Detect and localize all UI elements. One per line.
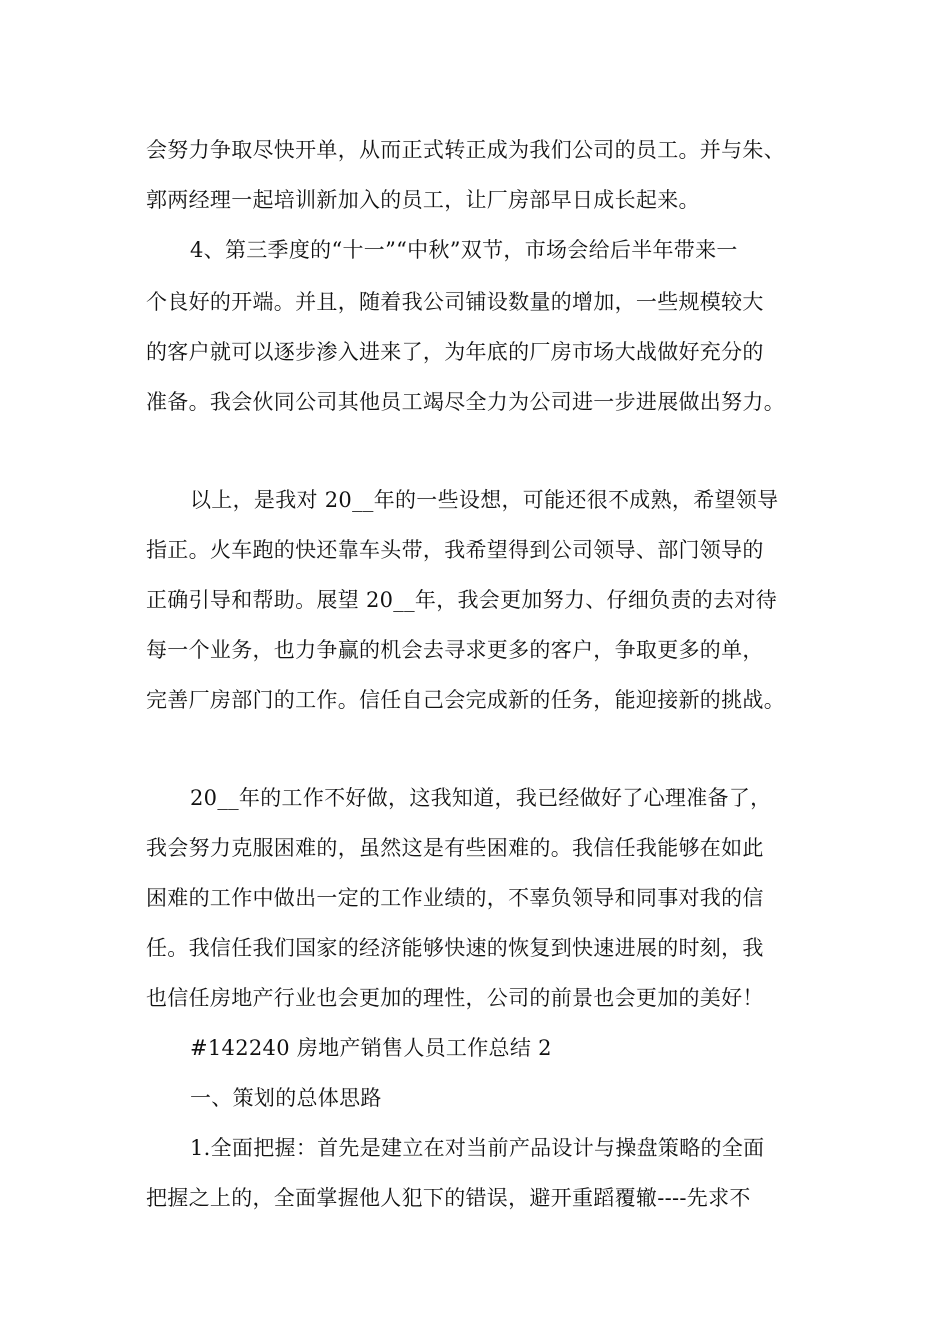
text-line: 把握之上的，全面掌握他人犯下的错误，避开重蹈覆辙----先求不 — [146, 1186, 751, 1210]
text-line: 准备。我会伙同公司其他员工竭尽全力为公司进一步进展做出努力。 — [146, 390, 785, 414]
text-line: 指正。火车跑的快还靠车头带，我希望得到公司领导、部门领导的 — [146, 538, 764, 562]
text-line: 1.全面把握：首先是建立在对当前产品设计与操盘策略的全面 — [190, 1136, 765, 1160]
text-line: 我会努力克服困难的，虽然这是有些困难的。我信任我能够在如此 — [146, 836, 764, 860]
text-line: 会努力争取尽快开单，从而正式转正成为我们公司的员工。并与朱、 — [146, 138, 785, 162]
text-line: 完善厂房部门的工作。信任自己会完成新的任务，能迎接新的挑战。 — [146, 688, 785, 712]
text-line: 郭两经理一起培训新加入的员工，让厂房部早日成长起来。 — [146, 188, 700, 212]
text-line: 正确引导和帮助。展望 20__年，我会更加努力、仔细负责的去对待 — [146, 588, 777, 612]
text-line: 困难的工作中做出一定的工作业绩的，不辜负领导和同事对我的信 — [146, 886, 764, 910]
text-line: 20__年的工作不好做，这我知道，我已经做好了心理准备了， — [190, 786, 772, 810]
subsection-heading: 一、策划的总体思路 — [190, 1086, 382, 1110]
text-line: 4、第三季度的“十一”“中秋”双节，市场会给后半年带来一 — [190, 238, 738, 262]
text-line: 任。我信任我们国家的经济能够快速的恢复到快速进展的时刻，我 — [146, 936, 764, 960]
text-line: 也信任房地产行业也会更加的理性，公司的前景也会更加的美好！ — [146, 986, 764, 1010]
text-line: 以上，是我对 20__年的一些设想，可能还很不成熟，希望领导 — [190, 488, 779, 512]
text-line: 个良好的开端。并且，随着我公司铺设数量的增加，一些规模较大 — [146, 290, 764, 314]
text-line: 每一个业务，也力争赢的机会去寻求更多的客户，争取更多的单， — [146, 638, 764, 662]
section-heading: #142240 房地产销售人员工作总结 2 — [190, 1036, 552, 1060]
text-line: 的客户就可以逐步渗入进来了，为年底的厂房市场大战做好充分的 — [146, 340, 764, 364]
